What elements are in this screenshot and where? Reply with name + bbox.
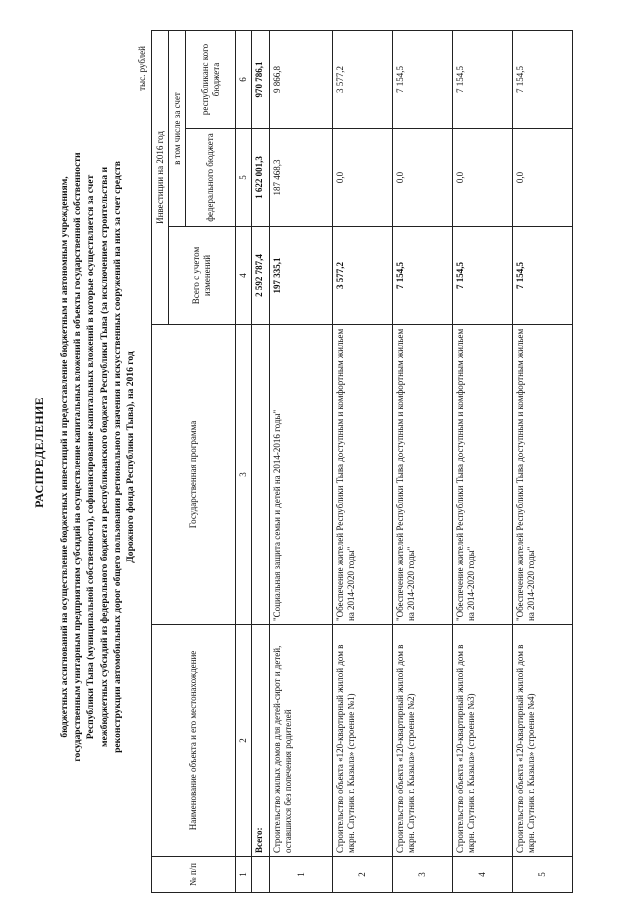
col-number: 2 — [236, 625, 252, 857]
row-federal: 0,0 — [453, 129, 513, 227]
col-number: 4 — [236, 227, 252, 325]
row-total: 197 335,1 — [270, 227, 333, 325]
subtitle-line: Республики Тыва (муниципальной собственности), софинансирование капитальных вложений в которые осуществляется за счет — [85, 174, 97, 740]
row-republic: 9 866,8 — [270, 30, 333, 128]
table-row — [333, 30, 393, 892]
row-num: 5 — [513, 857, 573, 893]
row-federal: 187 468,3 — [270, 129, 333, 227]
row-name: Строительство объекта «120-квартирный жилой дом в мкрн. Спутник г. Кызыла» (строение №1) — [333, 625, 393, 857]
col-number: 1 — [236, 857, 252, 893]
row-total: 3 577,2 — [333, 227, 393, 325]
row-name: Строительство объекта «120-квартирный жилой дом в мкрн. Спутник г. Кызыла» (строение №4) — [513, 625, 573, 857]
header-including: в том числе за счет — [169, 30, 186, 226]
table-row — [513, 30, 573, 892]
row-program: "Обеспечение жителей Республики Тыва доступным и комфортным жильем на 2014-2020 годы" — [453, 325, 513, 625]
table-row — [453, 30, 513, 892]
header-name: Наименование объекта и его местонахождение — [152, 625, 236, 857]
row-program: "Обеспечение жителей Республики Тыва доступным и комфортным жильем на 2014-2020 годы" — [513, 325, 573, 625]
table-row — [270, 30, 333, 892]
row-program: "Обеспечение жителей Республики Тыва доступным и комфортным жильем на 2014-2020 годы" — [393, 325, 453, 625]
row-name: Строительство объекта «120-квартирный жилой дом в мкрн. Спутник г. Кызыла» (строение №3) — [453, 625, 513, 857]
header-program: Государственная программа — [152, 325, 236, 625]
row-republic: 7 154,5 — [393, 30, 453, 128]
header-federal: федерального бюджета — [186, 129, 236, 227]
col-number: 5 — [236, 129, 252, 227]
row-name: Строительство жилых домов для детей-сирот и детей, оставшихся без попечения родителей — [270, 625, 333, 857]
unit-label: тыс. рублей — [137, 46, 147, 91]
row-name: Строительство объекта «120-квартирный жилой дом в мкрн. Спутник г. Кызыла» (строение №2) — [393, 625, 453, 857]
row-num: 3 — [393, 857, 453, 893]
row-num: 1 — [270, 857, 333, 893]
row-total: 7 154,5 — [453, 227, 513, 325]
row-republic: 7 154,5 — [453, 30, 513, 128]
document-subtitle — [58, 87, 137, 827]
row-republic: 7 154,5 — [513, 30, 573, 128]
row-total: 7 154,5 — [513, 227, 573, 325]
row-republic: 3 577,2 — [333, 30, 393, 128]
total-label: Всего: — [252, 625, 270, 857]
header-total: Всего с учетом изменений — [169, 227, 236, 325]
document-title: РАСПРЕДЕЛЕНИЕ — [32, 397, 46, 508]
col-number: 6 — [236, 30, 252, 128]
subtitle-line: Дорожного фонда Республики Тыва), на 2016 год — [125, 351, 137, 563]
header-num: № п/п — [152, 857, 236, 893]
row-federal: 0,0 — [393, 129, 453, 227]
total-federal: 1 622 001,3 — [252, 129, 270, 227]
subtitle-line: межбюджетных субсидий из федерального бюджета и республиканского бюджета Республики Тыва (за исключением строительства и — [98, 167, 110, 748]
row-federal: 0,0 — [513, 129, 573, 227]
row-total: 7 154,5 — [393, 227, 453, 325]
subtitle-line: бюджетных ассигнований на осуществление бюджетных инвестиций и предоставление бюджетным и автономным учреждениям, — [59, 176, 70, 738]
table-row — [393, 30, 453, 892]
row-num: 2 — [333, 857, 393, 893]
row-program: "Обеспечение жителей Республики Тыва доступным и комфортным жильем на 2014-2020 годы" — [333, 325, 393, 625]
row-program: "Социальная защита семьи и детей на 2014-2016 годы" — [270, 325, 333, 625]
subtitle-line: реконструкции автомобильных дорог общего пользования регионального значения и искусственных сооружений на них за счет средств — [111, 161, 123, 753]
row-federal: 0,0 — [333, 129, 393, 227]
column-number-row — [236, 30, 252, 892]
total-row — [252, 30, 270, 892]
col-number: 3 — [236, 325, 252, 625]
header-investments: Инвестиции на 2016 год — [152, 30, 169, 324]
total-value: 2 592 787,4 — [252, 227, 270, 325]
total-republic: 970 786,1 — [252, 30, 270, 128]
investment-table — [151, 30, 573, 893]
header-republic: республиканс кого бюджета — [186, 30, 236, 128]
row-num: 4 — [453, 857, 513, 893]
subtitle-line: государственным унитарным предприятиям субсидий на осуществление капитальных вложений в объекты государственной собственности — [72, 152, 84, 762]
